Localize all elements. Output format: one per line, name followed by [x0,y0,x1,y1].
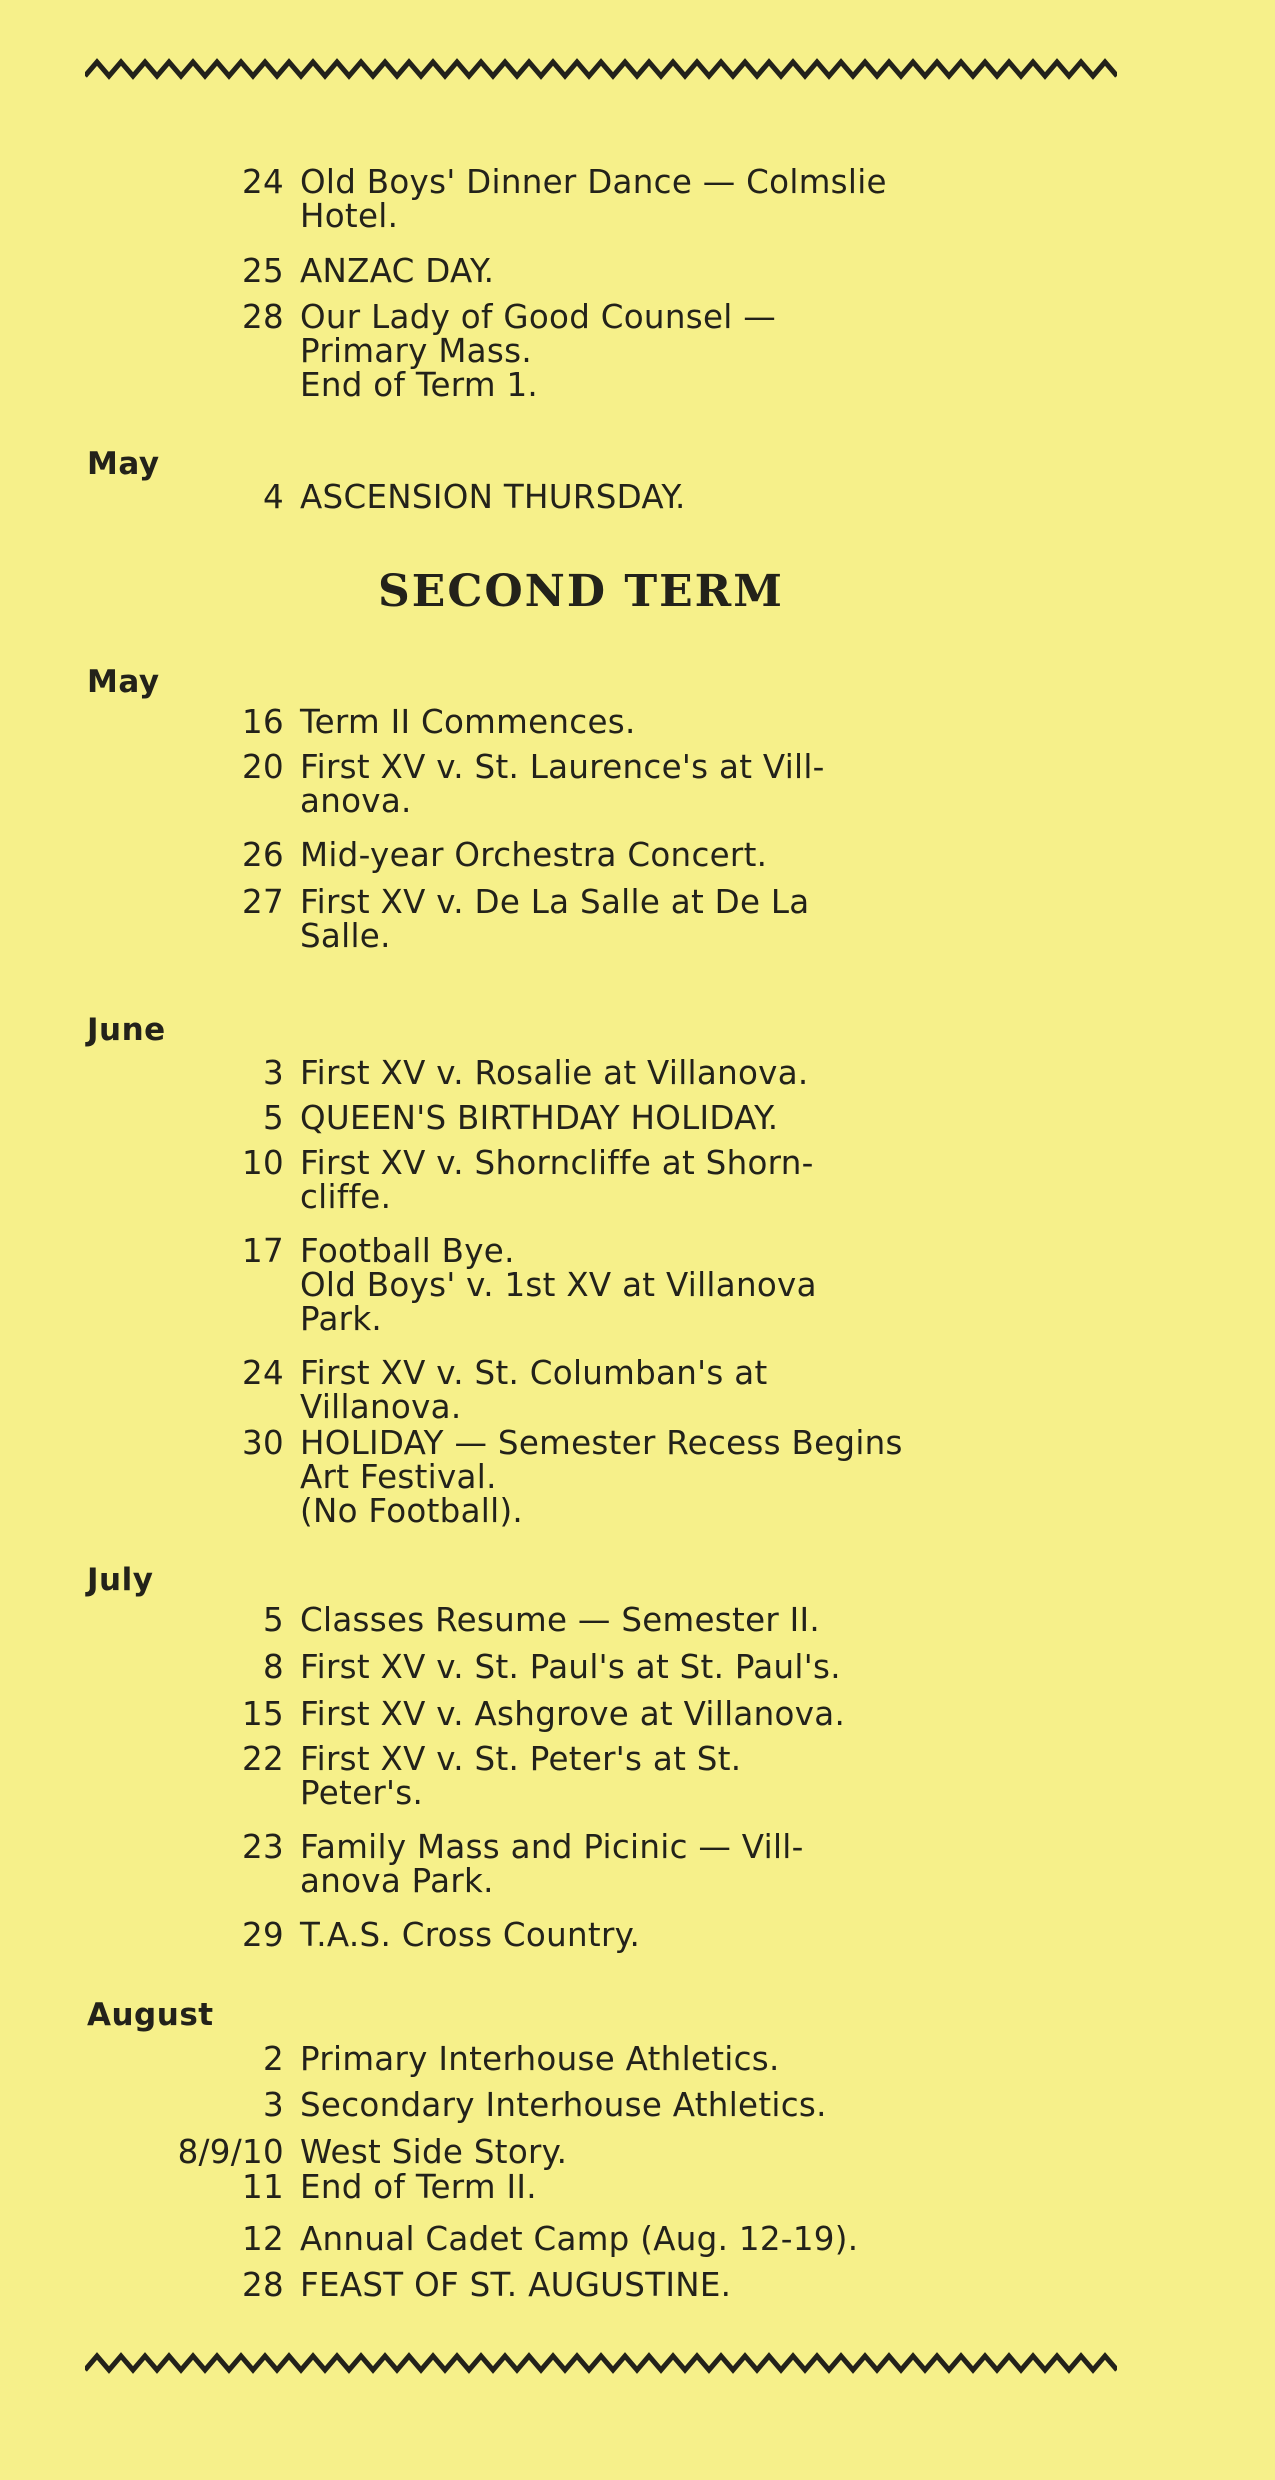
entry-text: Annual Cadet Camp (Aug. 12-19). [300,2220,859,2258]
calendar-entry [263,2040,1130,2078]
entry-day: 27 [242,883,284,921]
calendar-entry [242,1695,1130,1733]
calendar-entry [242,1232,1130,1338]
entry-day: 12 [242,2220,284,2258]
entry-day: 5 [263,1601,284,1639]
entry-text: Term II Commences. [300,703,636,741]
month-label-august: August [87,1997,214,2033]
entry-text: FEAST OF ST. AUGUSTINE. [300,2266,732,2304]
entry-text: ANZAC DAY. [300,252,495,290]
entry-day: 25 [242,252,284,290]
top-zigzag-border [85,58,1117,80]
calendar-entry [242,163,1130,235]
entry-text: Old Boys' Dinner Dance — Colmslie Hotel. [300,163,887,235]
entry-day: 15 [242,1695,284,1733]
entry-day: 5 [263,1099,284,1137]
calendar-entry [263,478,1130,516]
entry-text: HOLIDAY — Semester Recess Begins Art Festival. (No Football). [300,1424,903,1530]
calendar-entry [263,1099,1130,1137]
month-label-may-second-term: May [87,664,160,700]
calendar-entry [263,2086,1130,2124]
calendar-entry [242,2220,1130,2258]
entry-day: 17 [242,1232,284,1270]
entry-text: Football Bye. Old Boys' v. 1st XV at Villanova Park. [300,1232,817,1338]
calendar-entry [263,1601,1130,1639]
entry-text: First XV v. Shorncliffe at Shorn- cliffe. [300,1144,814,1216]
entry-text: End of Term II. [300,2168,537,2206]
entry-day: 23 [242,1828,284,1866]
entry-day: 4 [263,478,284,516]
calendar-entry [242,2168,1130,2206]
entry-day: 24 [242,163,284,201]
entry-day: 16 [242,703,284,741]
entry-text: Primary Interhouse Athletics. [300,2040,780,2078]
entry-day: 2 [263,2040,284,2078]
calendar-entry [242,1354,1130,1426]
entry-text: Our Lady of Good Counsel — Primary Mass. End of Term 1. [300,298,777,404]
entry-day: 8 [263,1648,284,1686]
entry-day: 29 [242,1916,284,1954]
section-heading: SECOND TERM [378,566,784,617]
entry-text: First XV v. Rosalie at Villanova. [300,1054,809,1092]
entry-text: First XV v. St. Laurence's at Vill- anova. [300,748,825,820]
entry-text: First XV v. Ashgrove at Villanova. [300,1695,846,1733]
entry-day: 11 [242,2168,284,2206]
calendar-entry [263,1054,1130,1092]
entry-text: Family Mass and Picinic — Vill- anova Park. [300,1828,804,1900]
entry-text: T.A.S. Cross Country. [300,1916,641,1954]
entry-day: 3 [263,2086,284,2124]
entry-day: 28 [242,2266,284,2304]
calendar-entry [242,748,1130,820]
calendar-entry [242,836,1130,874]
calendar-entry [242,1424,1130,1530]
entry-text: First XV v. De La Salle at De La Salle. [300,883,810,955]
entry-day: 26 [242,836,284,874]
entry-day: 22 [242,1740,284,1778]
entry-day: 28 [242,298,284,336]
month-label-may: May [87,446,160,482]
entry-text: Secondary Interhouse Athletics. [300,2086,827,2124]
entry-text: ASCENSION THURSDAY. [300,478,686,516]
month-label-july: July [87,1562,154,1598]
entry-text: West Side Story. [300,2133,568,2171]
entry-day: 20 [242,748,284,786]
entry-text: QUEEN'S BIRTHDAY HOLIDAY. [300,1099,779,1137]
calendar-entry [242,1916,1130,1954]
entry-text: Mid-year Orchestra Concert. [300,836,768,874]
month-label-june: June [87,1012,166,1048]
entry-text: First XV v. St. Columban's at Villanova. [300,1354,768,1426]
entry-day: 3 [263,1054,284,1092]
calendar-entry [242,298,1130,404]
calendar-entry [242,883,1130,955]
calendar-entry [177,2133,1130,2171]
bottom-zigzag-border [85,2352,1117,2374]
entry-text: First XV v. St. Paul's at St. Paul's. [300,1648,841,1686]
calendar-entry [242,1144,1130,1216]
calendar-entry [242,252,1130,290]
entry-day: 30 [242,1424,284,1462]
calendar-entry [263,1648,1130,1686]
calendar-entry [242,703,1130,741]
entry-day: 24 [242,1354,284,1392]
entry-text: Classes Resume — Semester II. [300,1601,821,1639]
entry-day: 8/9/10 [177,2133,284,2171]
calendar-entry [242,1740,1130,1812]
calendar-entry [242,1828,1130,1900]
entry-text: First XV v. St. Peter's at St. Peter's. [300,1740,742,1812]
entry-day: 10 [242,1144,284,1182]
calendar-entry [242,2266,1130,2304]
